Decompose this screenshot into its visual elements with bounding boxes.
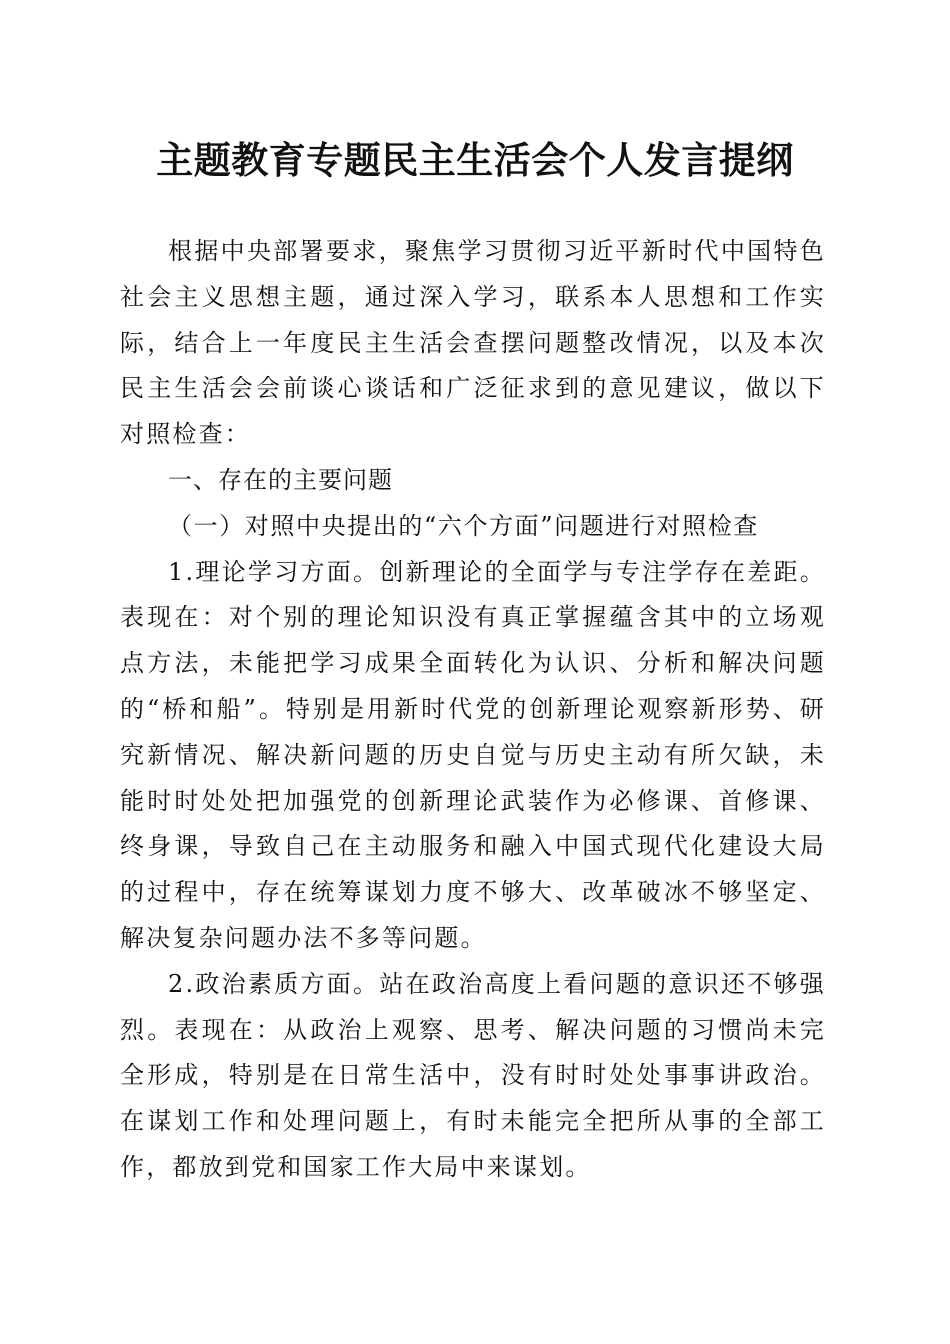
intro-paragraph: 根据中央部署要求，聚焦学习贯彻习近平新时代中国特色社会主义思想主题，通过深入学习，联系本人思想和工作实际，结合上一年度民主生活会查摆问题整改情况，以及本次民主生活会会前谈心谈话和广泛征求到的意见建议，做以下对照检查： [120, 237, 826, 449]
item-paragraph-theory-study: 1.理论学习方面。创新理论的全面学与专注学存在差距。表现在：对个别的理论知识没有真正掌握蕴含其中的立场观点方法，未能把学习成果全面转化为认识、分析和解决问题的“桥和船”。特别是用新时代党的创新理论观察新形势、研究新情况、解决新问题的历史自觉与历史主动有所欠缺，未能时时处处把加强党的创新理论武装作为必修课、首修课、终身课，导致自己在主动服务和融入中国式现代化建设大局的过程中，存在统筹谋划力度不够大、改革破冰不够坚定、解决复杂问题办法不多等问题。 [120, 557, 826, 952]
document-body [120, 229, 826, 1191]
item-paragraph-political-quality: 2.政治素质方面。站在政治高度上看问题的意识还不够强烈。表现在：从政治上观察、思考、解决问题的习惯尚未完全形成，特别是在日常生活中，没有时时处处事事讲政治。在谋划工作和处理问题上，有时未能完全把所从事的全部工作，都放到党和国家工作大局中来谋划。 [120, 969, 826, 1181]
subsection-heading-six-aspects: （一）对照中央提出的“六个方面”问题进行对照检查 [168, 511, 759, 540]
document-title: 主题教育专题民主生活会个人发言提纲 [156, 138, 794, 182]
section-heading-main-problems: 一、存在的主要问题 [168, 465, 393, 494]
